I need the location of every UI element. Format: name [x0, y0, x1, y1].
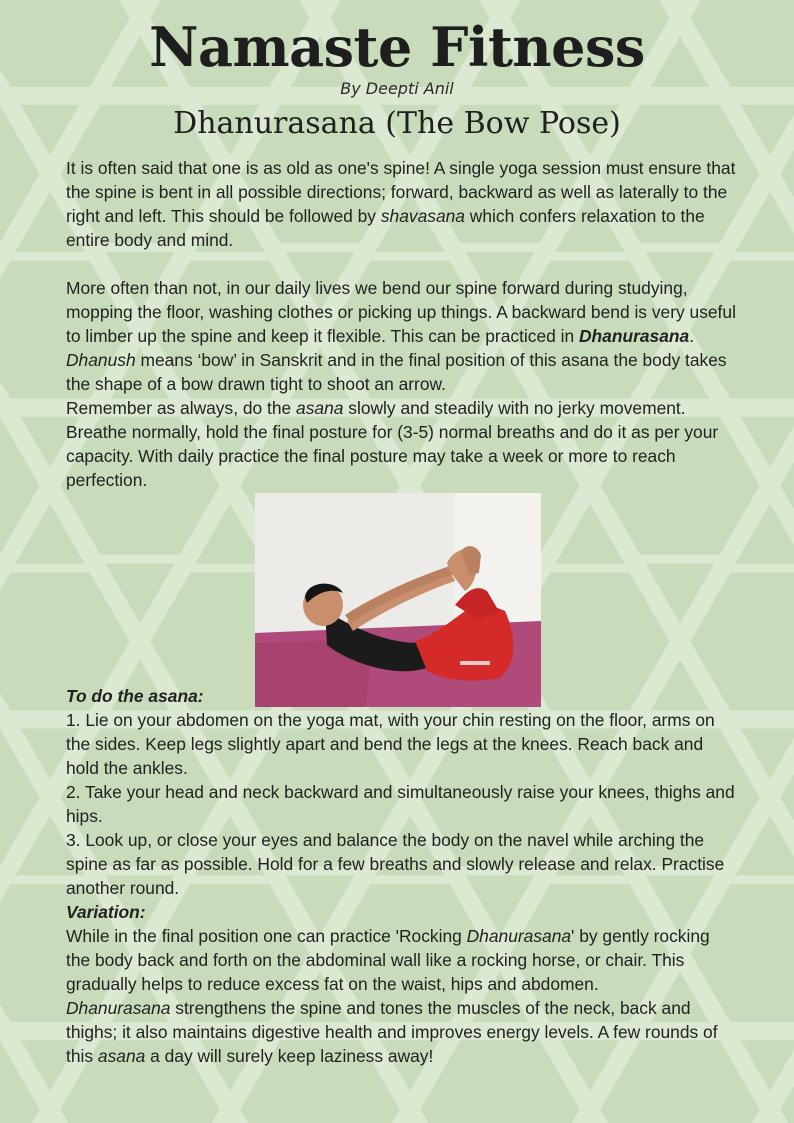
reminder-text-end: slowly and steadily with no jerky movement. Breathe normally, hold the final posture for (3-5) normal breaths and do it as per your capacity. With daily practice the final posture may take a week or more to reach perfection. — [66, 398, 719, 490]
explanation-text-end: means ‘bow’ in Sanskrit and in the final position of this asana the body takes the shape of a bow drawn tight to shoot an arrow. — [66, 350, 727, 394]
instructions-heading: To do the asana: — [66, 686, 204, 706]
dhanurasana-term: Dhanurasana — [66, 998, 171, 1018]
page-title: Namaste Fitness — [149, 15, 645, 79]
explanation-period: . — [689, 326, 695, 346]
closing-text-middle: strengthens the spine and tones the muscles of the neck, back and thighs; it also maintains digestive health and improves energy levels. A few rounds of this — [66, 998, 718, 1066]
shavasana-term: shavasana — [380, 206, 465, 226]
explanation-paragraphs — [66, 276, 738, 492]
step-item: 1. Lie on your abdomen on the yoga mat, with your chin resting on the floor, arms on the sides. Keep legs slightly apart and bend the legs at the knees. Reach back and hold the ankles. — [66, 710, 715, 778]
step-item: 2. Take your head and neck backward and simultaneously raise your knees, thighs and hips. — [66, 782, 735, 826]
instructions-section — [66, 684, 738, 1068]
dhanurasana-term: Dhanurasana — [579, 326, 690, 346]
closing-paragraph — [66, 996, 738, 1068]
step-item: 3. Look up, or close your eyes and balance the body on the navel while arching the spine as far as possible. Hold for a few breaths and slowly release and relax. Practise another round. — [66, 830, 725, 898]
closing-text-end: a day will surely keep laziness away! — [145, 1046, 434, 1066]
asana-term: asana — [296, 398, 344, 418]
variation-text-start: While in the final position one can practice 'Rocking — [66, 926, 467, 946]
variation-text-end: ' by gently rocking the body back and forth on the abdominal wall like a rocking horse, or chair. This gradually helps to reduce excess fat on the waist, hips and abdomen. — [66, 926, 710, 994]
reminder-text-start: Remember as always, do the — [66, 398, 297, 418]
variation-heading: Variation: — [66, 902, 146, 922]
intro-text-start: It is often said that one is as old as one's spine! A single yoga session must ensure that the spine is bent in all possible directions; forward, backward as well as laterally to the right and left. This should be followed by — [66, 158, 736, 226]
variation-paragraph — [66, 924, 738, 996]
intro-text-end: which confers relaxation to the entire body and mind. — [66, 206, 705, 250]
author-byline: By Deepti Anil — [340, 79, 454, 98]
dhanush-term: Dhanush — [66, 350, 136, 370]
dhanurasana-term: Dhanurasana — [466, 926, 572, 946]
explanation-text-start: More often than not, in our daily lives we bend our spine forward during studying, mopping the floor, washing clothes or picking up things. A backward bend is very useful to limber up the spine and keep it flexible. This can be practiced in — [66, 278, 736, 346]
asana-term: asana — [97, 1046, 146, 1066]
bow-pose-photo — [255, 493, 541, 707]
intro-paragraph — [66, 156, 738, 252]
article-subtitle: Dhanurasana (The Bow Pose) — [173, 106, 621, 141]
